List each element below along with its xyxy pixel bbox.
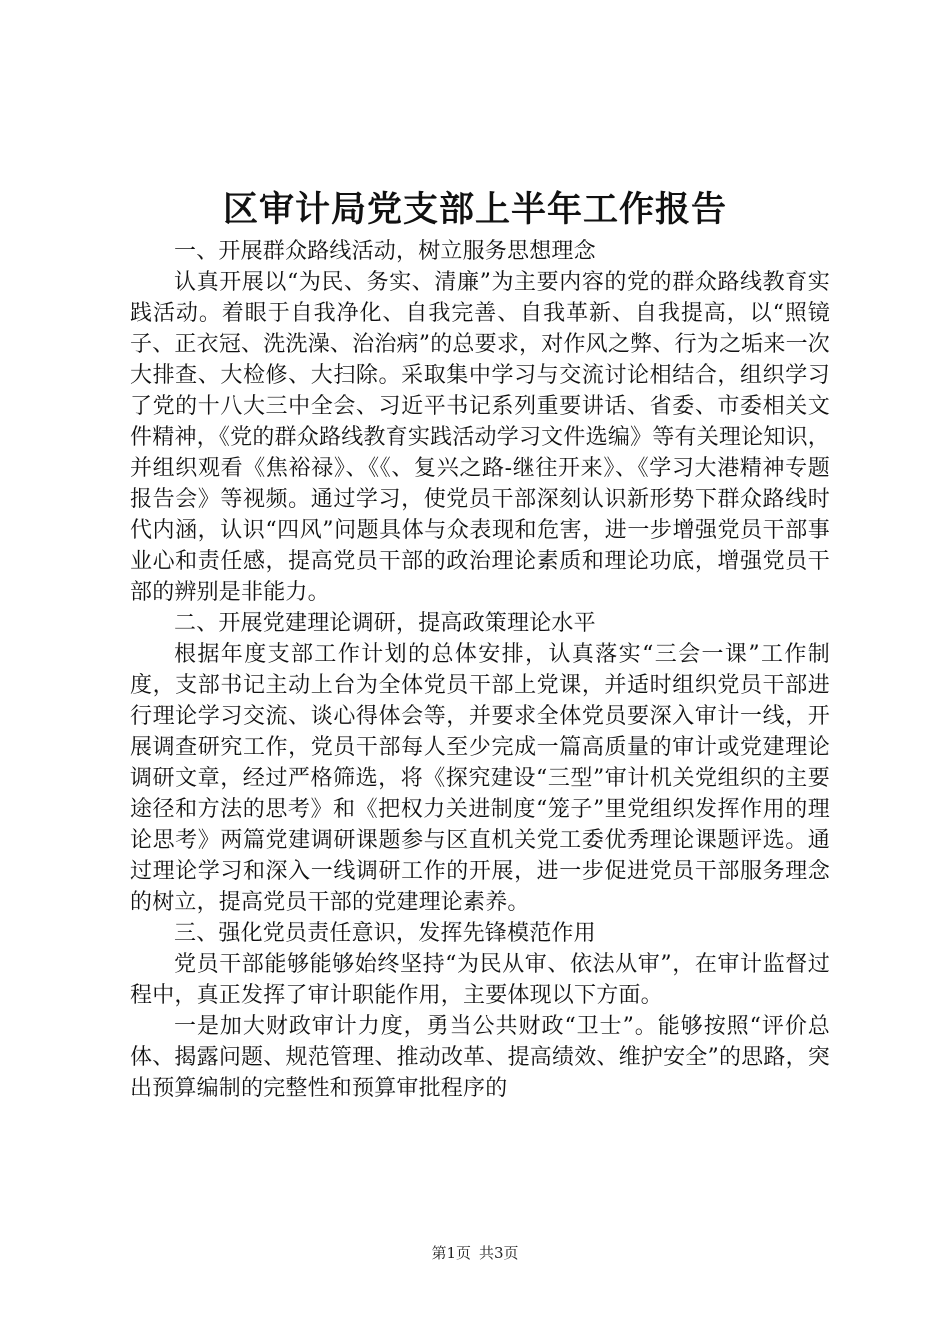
section-heading-1: 一、开展群众路线活动，树立服务思想理念: [174, 239, 596, 264]
paragraph-2: 根据年度支部工作计划的总体安排，认真落实“三会一课”工作制度，支部书记主动上台为全体党员干部上党课，并适时组织党员干部进行理论学习交流、谈心得体会等，并要求全体党员要深入审计一线，开展调查研究工作，党员干部每人至少完成一篇高质量的审计或党建理论调研文章，经过严格筛选，将《探究建设“三型”审计机关党组织的主要途径和方法的思考》和《把权力关进制度“笼子”里党组织发挥作用的理论思考》两篇党建调研课题参与区直机关党工委优秀理论课题评选。通过理论学习和深入一线调研工作的开展，进一步促进党员干部服务理念的树立，提高党员干部的党建理论素养。: [130, 642, 830, 915]
document-title: 区审计局党支部上半年工作报告: [222, 189, 727, 230]
document-body: [130, 236, 830, 1104]
paragraph-1: 认真开展以“为民、务实、清廉”为主要内容的党的群众路线教育实践活动。着眼于自我净化、自我完善、自我革新、自我提高，以“照镜子、正衣冠、洗洗澡、治治病”的总要求，对作风之弊、行为之垢来一次大排查、大检修、大扫除。采取集中学习与交流讨论相结合，组织学习了党的十八大三中全会、习近平书记系列重要讲话、省委、市委相关文件精神，《党的群众路线教育实践活动学习文件选编》等有关理论知识，并组织观看《焦裕禄》、《《、复兴之路-继往开来》、《学习大港精神专题报告会》等视频。通过学习，使党员干部深刻认识新形势下群众路线时代内涵，认识“四风”问题具体与众表现和危害，进一步增强党员干部事业心和责任感，提高党员干部的政治理论素质和理论功底，增强党员干部的辨别是非能力。: [130, 270, 830, 605]
section-heading-2: 二、开展党建理论调研，提高政策理论水平: [174, 611, 596, 636]
page-footer: [0, 1243, 950, 1263]
section-heading-3: 三、强化党员责任意识，发挥先锋模范作用: [174, 921, 596, 946]
paragraph-4: 一是加大财政审计力度，勇当公共财政“卫士”。能够按照“评价总体、揭露问题、规范管理、推动改革、提高绩效、维护安全”的思路，突出预算编制的完整性和预算审批程序的: [130, 1014, 830, 1101]
page-total: 共3页: [479, 1244, 519, 1262]
page-number: 第1页: [431, 1244, 471, 1262]
paragraph-3: 党员干部能够能够始终坚持“为民从审、依法从审”，在审计监督过程中，真正发挥了审计职能作用，主要体现以下方面。: [130, 952, 830, 1008]
